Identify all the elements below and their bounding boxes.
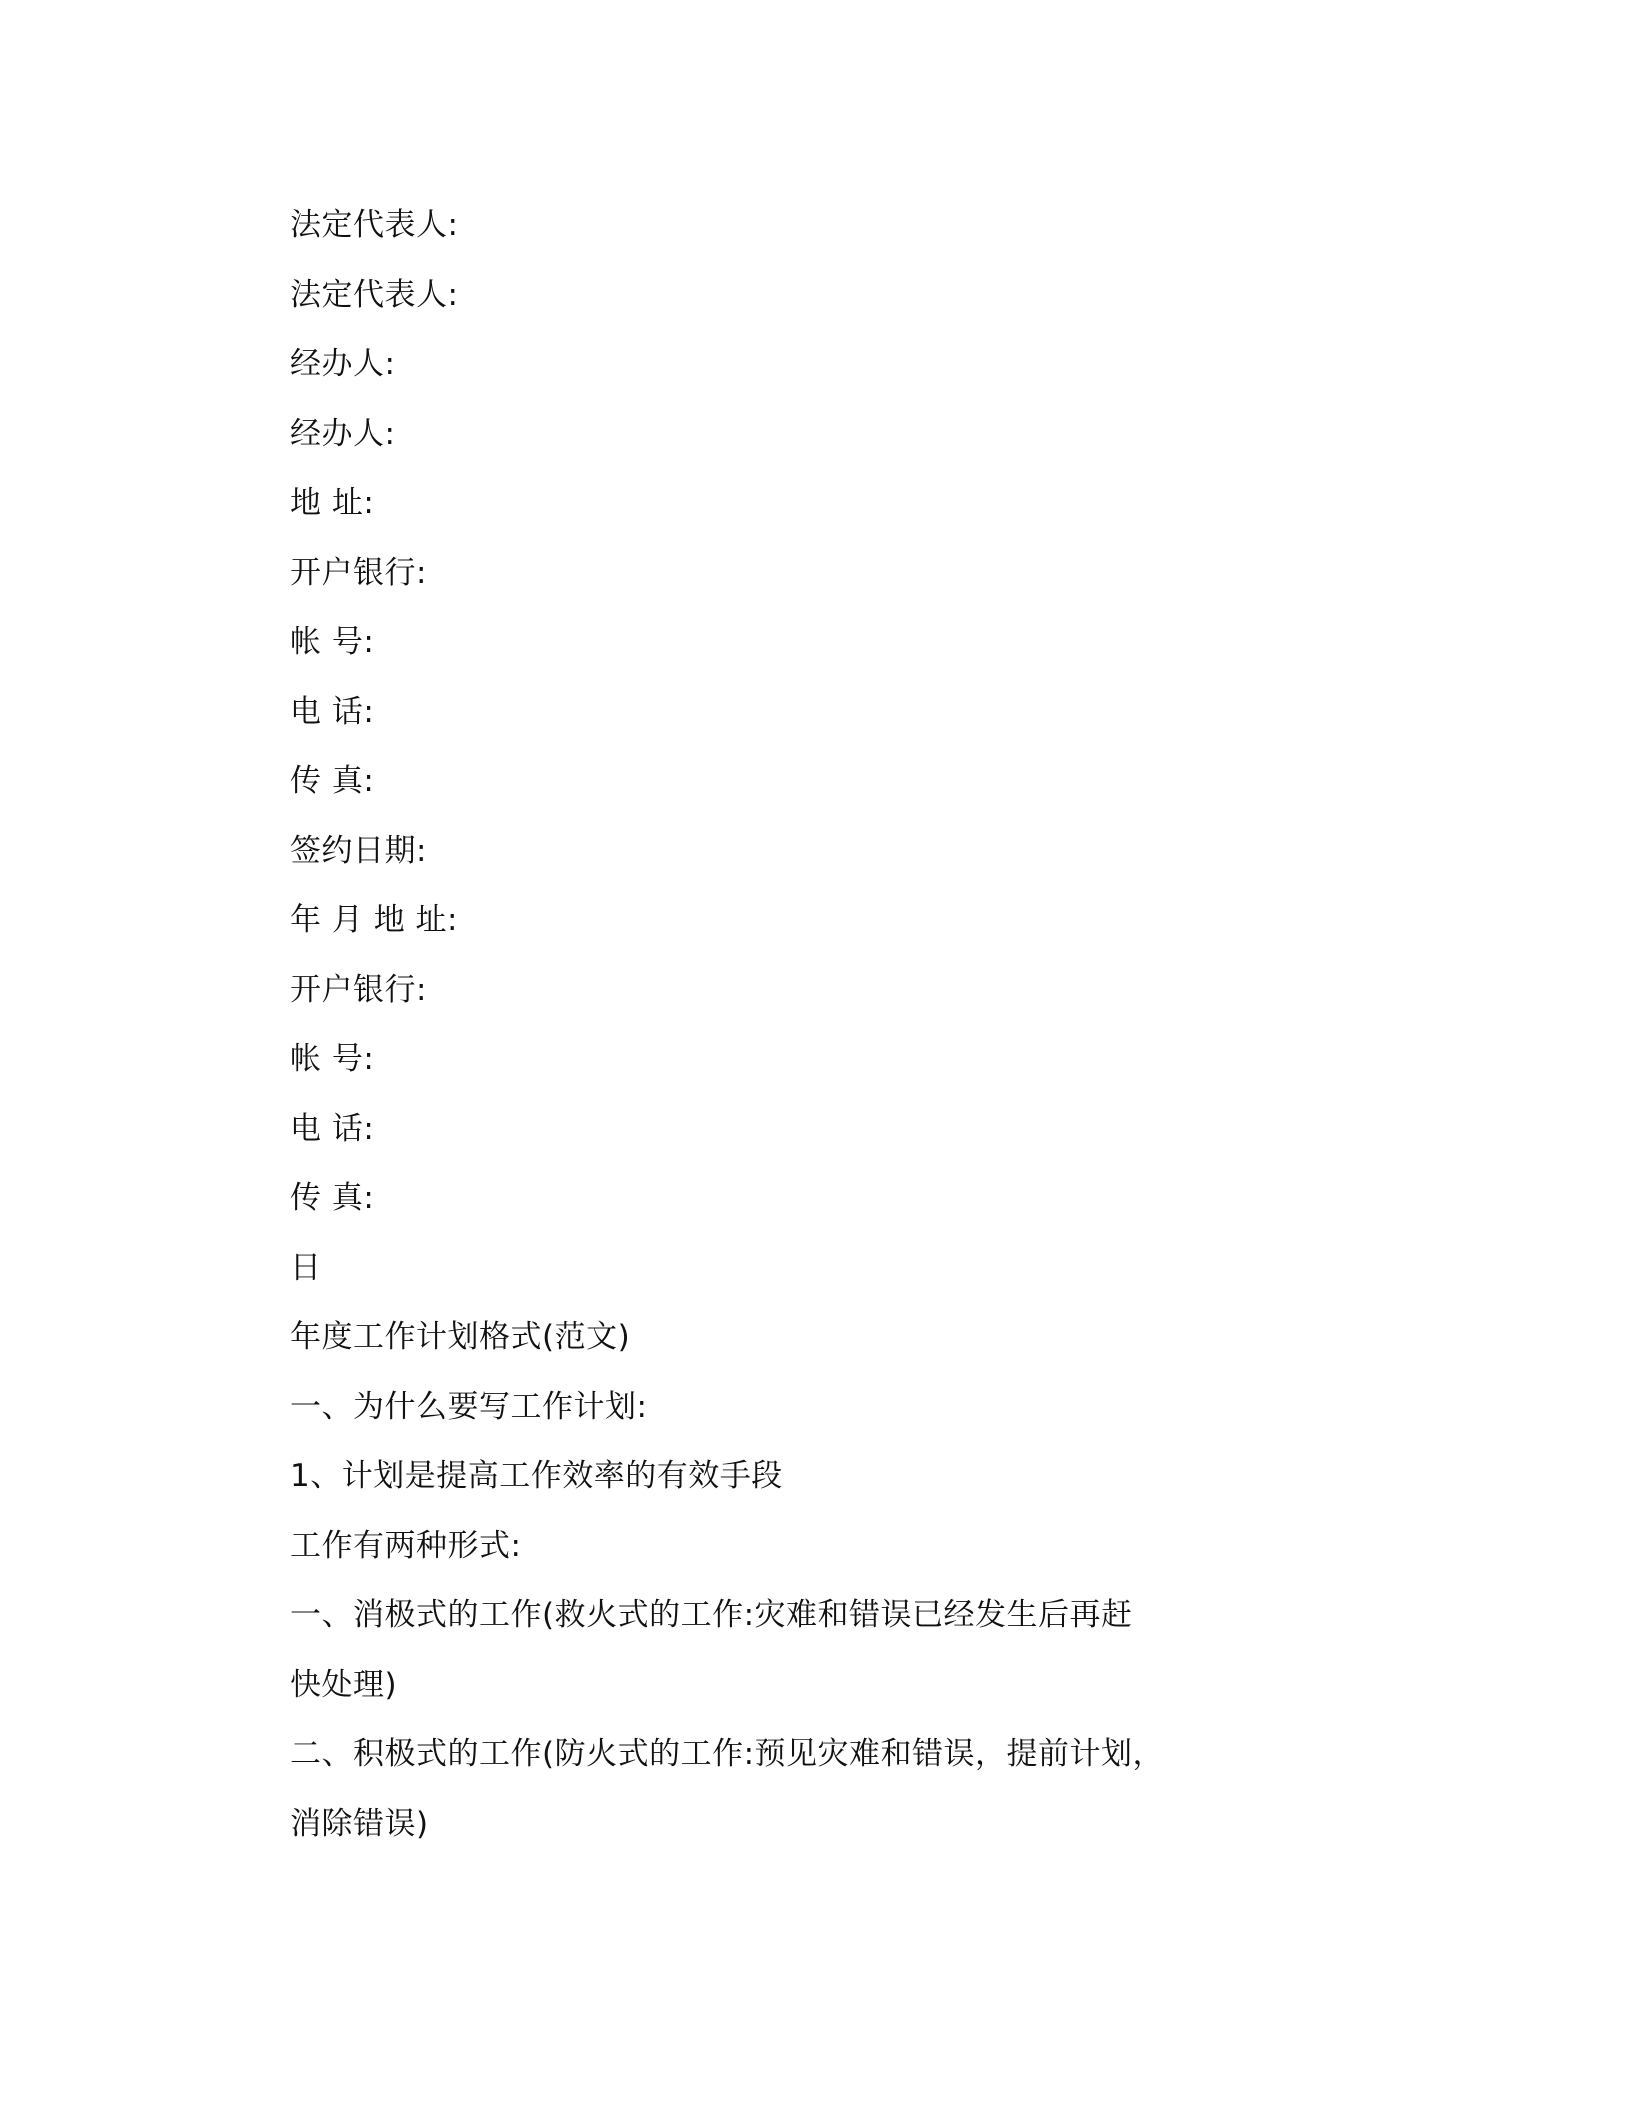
paragraph-line: 消除错误) xyxy=(290,1805,429,1842)
paragraph-line: 一、消极式的工作(救火式的工作:灾难和错误已经发生后再赶 xyxy=(290,1597,1133,1633)
fax-label-2: 传 真: xyxy=(290,1180,375,1216)
address-label: 地 址: xyxy=(290,485,375,521)
legal-representative-label: 法定代表人: xyxy=(290,207,459,243)
account-label-2: 帐 号: xyxy=(290,1041,375,1077)
document-body xyxy=(290,198,1290,1866)
fax-label: 传 真: xyxy=(290,763,375,799)
paragraph-line: 二、积极式的工作(防火式的工作:预见灾难和错误，提前计划， xyxy=(290,1736,1165,1772)
heading-why-plan: 一、为什么要写工作计划: xyxy=(290,1388,648,1425)
phone-label: 电 话: xyxy=(290,693,375,730)
agent-label: 经办人: xyxy=(290,346,396,382)
year-month-address-label: 年 月 地 址: xyxy=(290,902,459,938)
paragraph-line: 快处理) xyxy=(290,1666,398,1703)
signing-date-label: 签约日期: xyxy=(290,832,427,869)
bank-label-2: 开户银行: xyxy=(290,971,427,1008)
paragraph-line: 1、计划是提高工作效率的有效手段 xyxy=(290,1458,783,1494)
agent-label-2: 经办人: xyxy=(290,415,396,452)
paragraph-line: 工作有两种形式: xyxy=(290,1527,522,1564)
account-label: 帐 号: xyxy=(290,624,375,660)
day-label: 日 xyxy=(290,1249,322,1286)
phone-label-2: 电 话: xyxy=(290,1110,375,1147)
legal-representative-label-2: 法定代表人: xyxy=(290,276,459,313)
section-title: 年度工作计划格式(范文) xyxy=(290,1319,631,1355)
bank-label: 开户银行: xyxy=(290,554,427,591)
